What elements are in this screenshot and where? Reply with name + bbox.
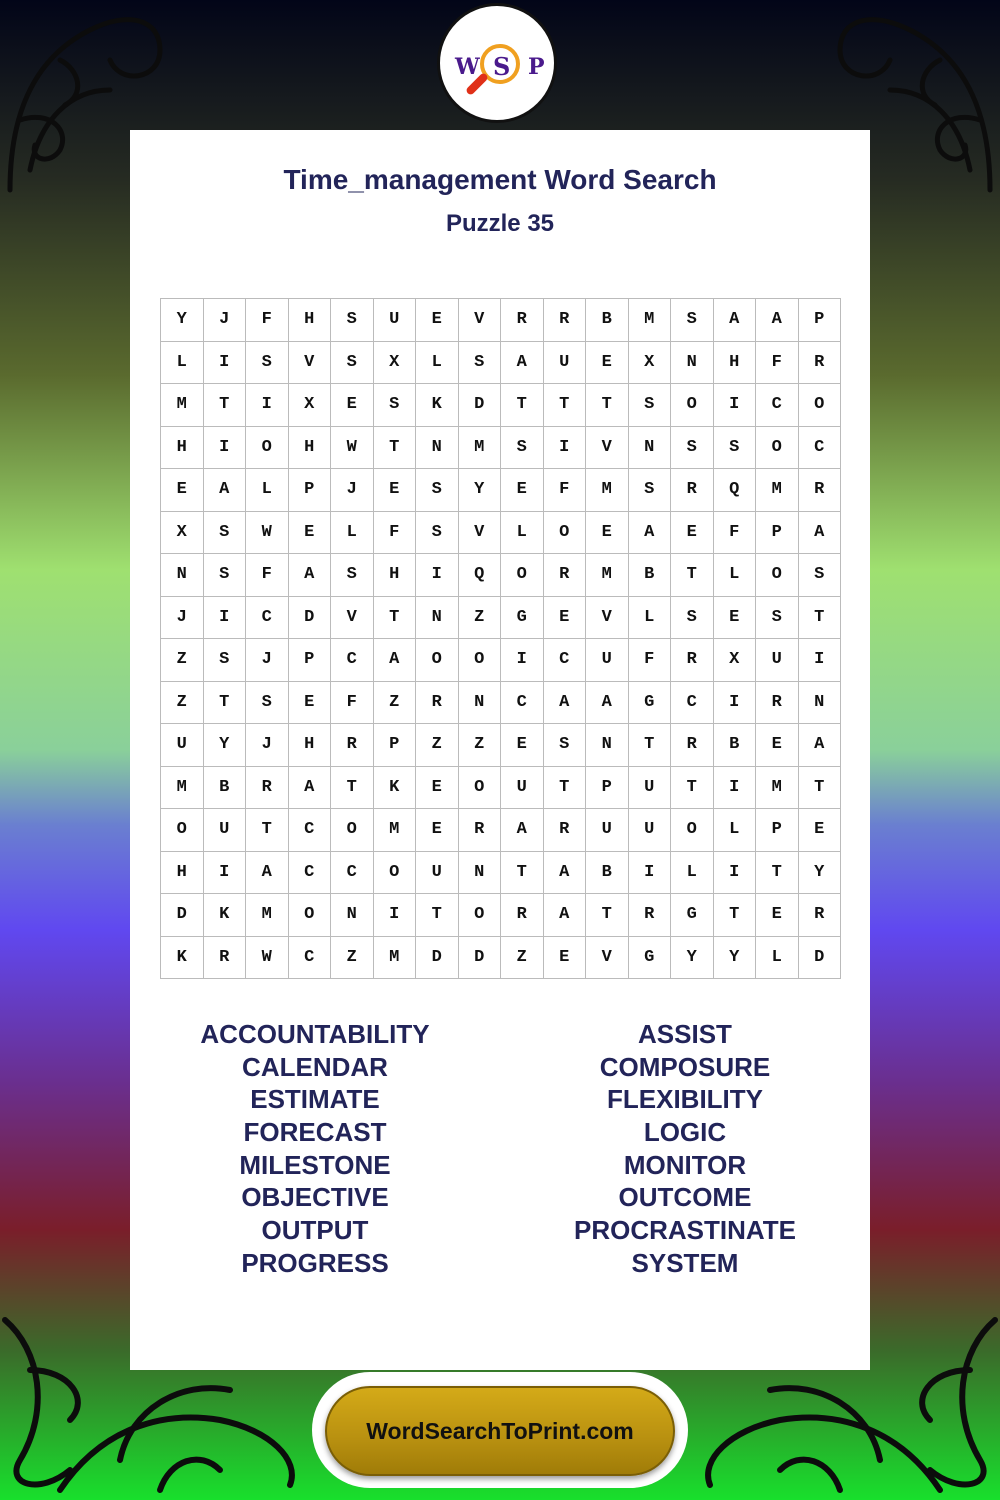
grid-cell[interactable]: J (331, 469, 374, 512)
grid-cell[interactable]: S (544, 724, 587, 767)
logo-letter-s: S (493, 52, 511, 81)
grid-cell[interactable]: N (459, 682, 502, 725)
grid-cell[interactable]: B (204, 767, 247, 810)
grid-cell[interactable]: N (671, 342, 714, 385)
grid-cell[interactable]: E (544, 597, 587, 640)
grid-cell[interactable]: J (161, 597, 204, 640)
grid-cell[interactable]: W (246, 937, 289, 980)
grid-cell[interactable]: C (289, 809, 332, 852)
grid-cell[interactable]: C (544, 639, 587, 682)
grid-cell[interactable]: D (799, 937, 842, 980)
grid-cell[interactable]: S (204, 554, 247, 597)
grid-cell[interactable]: P (799, 299, 842, 342)
website-button-label: WordSearchToPrint.com (366, 1417, 634, 1444)
grid-cell[interactable]: H (289, 427, 332, 470)
grid-cell[interactable]: F (544, 469, 587, 512)
grid-cell[interactable]: N (161, 554, 204, 597)
grid-cell[interactable]: T (374, 597, 417, 640)
grid-cell[interactable]: T (586, 894, 629, 937)
grid-cell[interactable]: K (374, 767, 417, 810)
grid-cell[interactable]: R (799, 342, 842, 385)
grid-cell[interactable]: E (544, 937, 587, 980)
grid-cell[interactable]: V (459, 512, 502, 555)
logo-letter-w: W (455, 54, 480, 80)
grid-cell[interactable]: L (246, 469, 289, 512)
grid-cell[interactable]: A (501, 342, 544, 385)
grid-cell[interactable]: G (629, 682, 672, 725)
grid-cell[interactable]: V (586, 427, 629, 470)
grid-cell[interactable]: M (161, 384, 204, 427)
grid-cell[interactable]: L (714, 554, 757, 597)
grid-cell[interactable]: A (714, 299, 757, 342)
grid-cell[interactable]: K (161, 937, 204, 980)
grid-cell[interactable]: N (629, 427, 672, 470)
grid-cell[interactable]: J (246, 639, 289, 682)
grid-cell[interactable]: S (501, 427, 544, 470)
grid-cell[interactable]: Y (671, 937, 714, 980)
grid-cell[interactable]: B (586, 852, 629, 895)
grid-cell[interactable]: Z (459, 597, 502, 640)
grid-cell[interactable]: I (246, 384, 289, 427)
grid-cell[interactable]: I (204, 427, 247, 470)
grid-cell[interactable]: U (586, 639, 629, 682)
grid-cell[interactable]: M (756, 469, 799, 512)
word-list-item: OBJECTIVE (241, 1182, 389, 1213)
grid-cell[interactable]: E (416, 299, 459, 342)
grid-cell[interactable]: R (799, 469, 842, 512)
grid-cell[interactable]: H (289, 724, 332, 767)
grid-cell[interactable]: H (289, 299, 332, 342)
grid-cell[interactable]: H (714, 342, 757, 385)
grid-cell[interactable]: A (799, 512, 842, 555)
grid-cell[interactable]: M (629, 299, 672, 342)
grid-cell[interactable]: U (204, 809, 247, 852)
grid-cell[interactable]: X (289, 384, 332, 427)
grid-cell[interactable]: T (501, 384, 544, 427)
grid-cell[interactable]: Z (416, 724, 459, 767)
grid-cell[interactable]: L (714, 809, 757, 852)
grid-cell[interactable]: S (629, 384, 672, 427)
grid-cell[interactable]: U (374, 299, 417, 342)
grid-cell[interactable]: A (374, 639, 417, 682)
word-list-item: COMPOSURE (599, 1051, 771, 1082)
grid-cell[interactable]: C (246, 597, 289, 640)
grid-cell[interactable]: S (671, 299, 714, 342)
word-list-item: LOGIC (643, 1117, 727, 1148)
grid-cell[interactable]: E (416, 767, 459, 810)
grid-cell[interactable]: K (204, 894, 247, 937)
grid-cell[interactable]: B (586, 299, 629, 342)
grid-cell[interactable]: Y (204, 724, 247, 767)
grid-cell[interactable]: I (714, 682, 757, 725)
grid-cell[interactable]: A (586, 682, 629, 725)
grid-cell[interactable]: S (246, 342, 289, 385)
grid-cell[interactable]: O (161, 809, 204, 852)
grid-cell[interactable]: T (544, 767, 587, 810)
grid-cell[interactable]: V (459, 299, 502, 342)
grid-cell[interactable]: T (799, 767, 842, 810)
grid-cell[interactable]: O (246, 427, 289, 470)
grid-cell[interactable]: S (416, 469, 459, 512)
grid-cell[interactable]: S (246, 682, 289, 725)
grid-cell[interactable]: T (374, 427, 417, 470)
grid-cell[interactable]: O (459, 639, 502, 682)
grid-cell[interactable]: V (586, 597, 629, 640)
grid-cell[interactable]: O (544, 512, 587, 555)
grid-cell[interactable]: L (501, 512, 544, 555)
grid-cell[interactable]: X (161, 512, 204, 555)
grid-cell[interactable]: F (374, 512, 417, 555)
grid-cell[interactable]: Z (459, 724, 502, 767)
grid-cell[interactable]: R (501, 894, 544, 937)
grid-cell[interactable]: Y (714, 937, 757, 980)
word-list-left (130, 1018, 500, 1280)
grid-cell[interactable]: A (544, 682, 587, 725)
grid-cell[interactable]: A (204, 469, 247, 512)
word-list-item: PROGRESS (241, 1247, 389, 1278)
grid-cell[interactable]: C (501, 682, 544, 725)
grid-cell[interactable]: S (331, 554, 374, 597)
grid-cell[interactable]: G (501, 597, 544, 640)
grid-cell[interactable]: I (629, 852, 672, 895)
grid-cell[interactable]: I (714, 767, 757, 810)
grid-cell[interactable]: Y (161, 299, 204, 342)
grid-cell[interactable]: M (459, 427, 502, 470)
word-list-item: FORECAST (243, 1117, 387, 1148)
grid-cell[interactable]: T (501, 852, 544, 895)
grid-cell[interactable]: T (671, 554, 714, 597)
grid-cell[interactable]: J (204, 299, 247, 342)
grid-cell[interactable]: S (756, 597, 799, 640)
grid-cell[interactable]: S (799, 554, 842, 597)
grid-cell[interactable]: N (586, 724, 629, 767)
grid-cell[interactable]: R (416, 682, 459, 725)
grid-cell[interactable]: R (544, 809, 587, 852)
grid-cell[interactable]: W (246, 512, 289, 555)
grid-cell[interactable]: L (161, 342, 204, 385)
grid-cell[interactable]: U (544, 342, 587, 385)
word-list-item: SYSTEM (631, 1247, 739, 1278)
grid-cell[interactable]: E (799, 809, 842, 852)
grid-cell[interactable]: B (714, 724, 757, 767)
grid-cell[interactable]: U (629, 767, 672, 810)
grid-cell[interactable]: G (629, 937, 672, 980)
grid-cell[interactable]: V (289, 342, 332, 385)
grid-cell[interactable]: I (544, 427, 587, 470)
grid-cell[interactable]: E (714, 597, 757, 640)
grid-cell[interactable]: A (289, 554, 332, 597)
grid-cell[interactable]: J (246, 724, 289, 767)
grid-cell[interactable]: S (629, 469, 672, 512)
grid-cell[interactable]: O (756, 427, 799, 470)
word-list-item: OUTCOME (618, 1182, 752, 1213)
grid-cell[interactable]: G (671, 894, 714, 937)
grid-cell[interactable]: P (586, 767, 629, 810)
grid-cell[interactable]: S (714, 427, 757, 470)
grid-cell[interactable]: E (161, 469, 204, 512)
grid-cell[interactable]: P (289, 469, 332, 512)
grid-cell[interactable]: R (204, 937, 247, 980)
grid-cell[interactable]: E (586, 342, 629, 385)
grid-cell[interactable]: R (501, 299, 544, 342)
grid-cell[interactable]: Z (501, 937, 544, 980)
letter-grid (160, 298, 841, 979)
grid-cell[interactable]: S (374, 384, 417, 427)
grid-cell[interactable]: M (374, 809, 417, 852)
grid-cell[interactable]: E (331, 384, 374, 427)
grid-cell[interactable]: N (331, 894, 374, 937)
grid-cell[interactable]: T (799, 597, 842, 640)
grid-cell[interactable]: V (331, 597, 374, 640)
grid-cell[interactable]: R (671, 724, 714, 767)
grid-cell[interactable]: R (671, 469, 714, 512)
grid-cell[interactable]: S (416, 512, 459, 555)
grid-cell[interactable]: O (416, 639, 459, 682)
grid-cell[interactable]: C (289, 852, 332, 895)
grid-cell[interactable]: A (544, 852, 587, 895)
grid-cell[interactable]: P (756, 809, 799, 852)
word-list-item: MILESTONE (239, 1149, 391, 1180)
grid-cell[interactable]: U (501, 767, 544, 810)
puzzle-panel (130, 130, 870, 1370)
grid-cell[interactable]: E (501, 724, 544, 767)
grid-cell[interactable]: C (671, 682, 714, 725)
grid-cell[interactable]: M (586, 469, 629, 512)
grid-cell[interactable]: I (714, 384, 757, 427)
grid-cell[interactable]: R (246, 767, 289, 810)
grid-cell[interactable]: A (799, 724, 842, 767)
grid-cell[interactable]: T (714, 894, 757, 937)
word-list-item: ESTIMATE (250, 1084, 380, 1115)
grid-cell[interactable]: T (671, 767, 714, 810)
grid-cell[interactable]: T (586, 384, 629, 427)
grid-cell[interactable]: Q (459, 554, 502, 597)
grid-cell[interactable]: O (756, 554, 799, 597)
grid-cell[interactable]: P (374, 724, 417, 767)
grid-cell[interactable]: O (459, 767, 502, 810)
grid-cell[interactable]: Z (161, 682, 204, 725)
grid-cell[interactable]: I (204, 852, 247, 895)
grid-cell[interactable]: E (374, 469, 417, 512)
grid-cell[interactable]: S (331, 342, 374, 385)
grid-cell[interactable]: H (161, 852, 204, 895)
grid-cell[interactable]: S (459, 342, 502, 385)
grid-cell[interactable]: E (289, 512, 332, 555)
grid-cell[interactable]: C (799, 427, 842, 470)
grid-cell[interactable]: I (714, 852, 757, 895)
grid-cell[interactable]: A (756, 299, 799, 342)
grid-cell[interactable]: T (246, 809, 289, 852)
grid-cell[interactable]: V (586, 937, 629, 980)
grid-cell[interactable]: A (289, 767, 332, 810)
grid-cell[interactable]: R (799, 894, 842, 937)
word-list-item: ACCOUNTABILITY (200, 1019, 430, 1049)
grid-cell[interactable]: L (416, 342, 459, 385)
grid-cell[interactable]: Q (714, 469, 757, 512)
grid-cell[interactable]: F (714, 512, 757, 555)
grid-cell[interactable]: R (331, 724, 374, 767)
grid-cell[interactable]: L (671, 852, 714, 895)
grid-cell[interactable]: O (374, 852, 417, 895)
grid-cell[interactable]: T (204, 682, 247, 725)
grid-cell[interactable]: C (331, 852, 374, 895)
grid-cell[interactable]: E (671, 512, 714, 555)
grid-cell[interactable]: B (629, 554, 672, 597)
grid-cell[interactable]: T (204, 384, 247, 427)
grid-cell[interactable]: R (629, 894, 672, 937)
grid-cell[interactable]: N (416, 597, 459, 640)
puzzle-number: Puzzle 35 (445, 210, 555, 237)
wsp-logo[interactable] (437, 3, 557, 123)
grid-cell[interactable]: T (629, 724, 672, 767)
grid-cell[interactable]: M (246, 894, 289, 937)
grid-cell[interactable]: I (501, 639, 544, 682)
grid-cell[interactable]: D (289, 597, 332, 640)
grid-cell[interactable]: Z (374, 682, 417, 725)
grid-cell[interactable]: D (459, 937, 502, 980)
grid-cell[interactable]: N (459, 852, 502, 895)
page-title: Time_management Word Search (283, 164, 717, 195)
grid-cell[interactable]: F (756, 342, 799, 385)
grid-cell[interactable]: P (756, 512, 799, 555)
word-list-item: PROCRASTINATE (574, 1215, 796, 1246)
grid-cell[interactable]: X (629, 342, 672, 385)
grid-cell[interactable]: E (289, 682, 332, 725)
grid-cell[interactable]: T (756, 852, 799, 895)
grid-cell[interactable]: U (756, 639, 799, 682)
grid-cell[interactable]: K (416, 384, 459, 427)
grid-cell[interactable]: S (331, 299, 374, 342)
grid-cell[interactable]: X (714, 639, 757, 682)
grid-cell[interactable]: R (544, 299, 587, 342)
grid-cell[interactable]: E (756, 724, 799, 767)
grid-cell[interactable]: P (289, 639, 332, 682)
grid-cell[interactable]: I (374, 894, 417, 937)
grid-cell[interactable]: D (416, 937, 459, 980)
word-list-item: FLEXIBILITY (607, 1084, 763, 1115)
grid-cell[interactable]: D (459, 384, 502, 427)
grid-cell[interactable]: F (246, 299, 289, 342)
grid-cell[interactable]: U (161, 724, 204, 767)
grid-cell[interactable]: F (629, 639, 672, 682)
grid-cell[interactable]: C (331, 639, 374, 682)
grid-cell[interactable]: U (416, 852, 459, 895)
grid-cell[interactable]: O (331, 809, 374, 852)
grid-cell[interactable]: C (756, 384, 799, 427)
grid-cell[interactable]: M (756, 767, 799, 810)
grid-cell[interactable]: T (544, 384, 587, 427)
grid-cell[interactable]: X (374, 342, 417, 385)
grid-cell[interactable]: R (671, 639, 714, 682)
grid-cell[interactable]: L (756, 937, 799, 980)
grid-cell[interactable]: O (671, 809, 714, 852)
grid-cell[interactable]: L (629, 597, 672, 640)
grid-cell[interactable]: A (246, 852, 289, 895)
grid-cell[interactable]: O (289, 894, 332, 937)
grid-cell[interactable]: I (204, 597, 247, 640)
grid-cell[interactable]: H (161, 427, 204, 470)
word-list-item: MONITOR (623, 1149, 747, 1180)
grid-cell[interactable]: U (586, 809, 629, 852)
grid-cell[interactable]: S (671, 597, 714, 640)
grid-cell[interactable]: R (459, 809, 502, 852)
grid-cell[interactable]: T (331, 767, 374, 810)
grid-cell[interactable]: W (331, 427, 374, 470)
grid-cell[interactable]: E (416, 809, 459, 852)
grid-cell[interactable]: Y (799, 852, 842, 895)
grid-cell[interactable]: O (501, 554, 544, 597)
grid-cell[interactable]: S (204, 639, 247, 682)
grid-cell[interactable]: F (331, 682, 374, 725)
grid-cell[interactable]: F (246, 554, 289, 597)
grid-cell[interactable]: Z (331, 937, 374, 980)
grid-cell[interactable]: T (416, 894, 459, 937)
grid-cell[interactable]: O (671, 384, 714, 427)
word-list-item: OUTPUT (261, 1215, 369, 1246)
grid-cell[interactable]: E (501, 469, 544, 512)
grid-cell[interactable]: L (331, 512, 374, 555)
grid-cell[interactable]: S (204, 512, 247, 555)
grid-cell[interactable]: S (671, 427, 714, 470)
grid-cell[interactable]: E (756, 894, 799, 937)
website-button[interactable] (325, 1386, 675, 1476)
grid-cell[interactable]: M (374, 937, 417, 980)
grid-cell[interactable]: R (544, 554, 587, 597)
grid-cell[interactable]: A (629, 512, 672, 555)
grid-cell[interactable]: H (374, 554, 417, 597)
grid-cell[interactable]: A (501, 809, 544, 852)
grid-cell[interactable]: Y (459, 469, 502, 512)
grid-cell[interactable]: I (416, 554, 459, 597)
grid-cell[interactable]: I (204, 342, 247, 385)
word-list-item: CALENDAR (242, 1051, 388, 1082)
grid-cell[interactable]: M (161, 767, 204, 810)
grid-cell[interactable]: C (289, 937, 332, 980)
word-list-item: ASSIST (638, 1019, 732, 1049)
word-list-right (500, 1018, 870, 1280)
grid-cell[interactable]: R (756, 682, 799, 725)
logo-letter-p: P (528, 54, 545, 80)
grid-cell[interactable]: O (459, 894, 502, 937)
grid-cell[interactable]: E (586, 512, 629, 555)
grid-cell[interactable]: U (629, 809, 672, 852)
grid-cell[interactable]: Z (161, 639, 204, 682)
grid-cell[interactable]: O (799, 384, 842, 427)
grid-cell[interactable]: D (161, 894, 204, 937)
grid-cell[interactable]: I (799, 639, 842, 682)
grid-cell[interactable]: M (586, 554, 629, 597)
grid-cell[interactable]: A (544, 894, 587, 937)
grid-cell[interactable]: N (799, 682, 842, 725)
grid-cell[interactable]: N (416, 427, 459, 470)
